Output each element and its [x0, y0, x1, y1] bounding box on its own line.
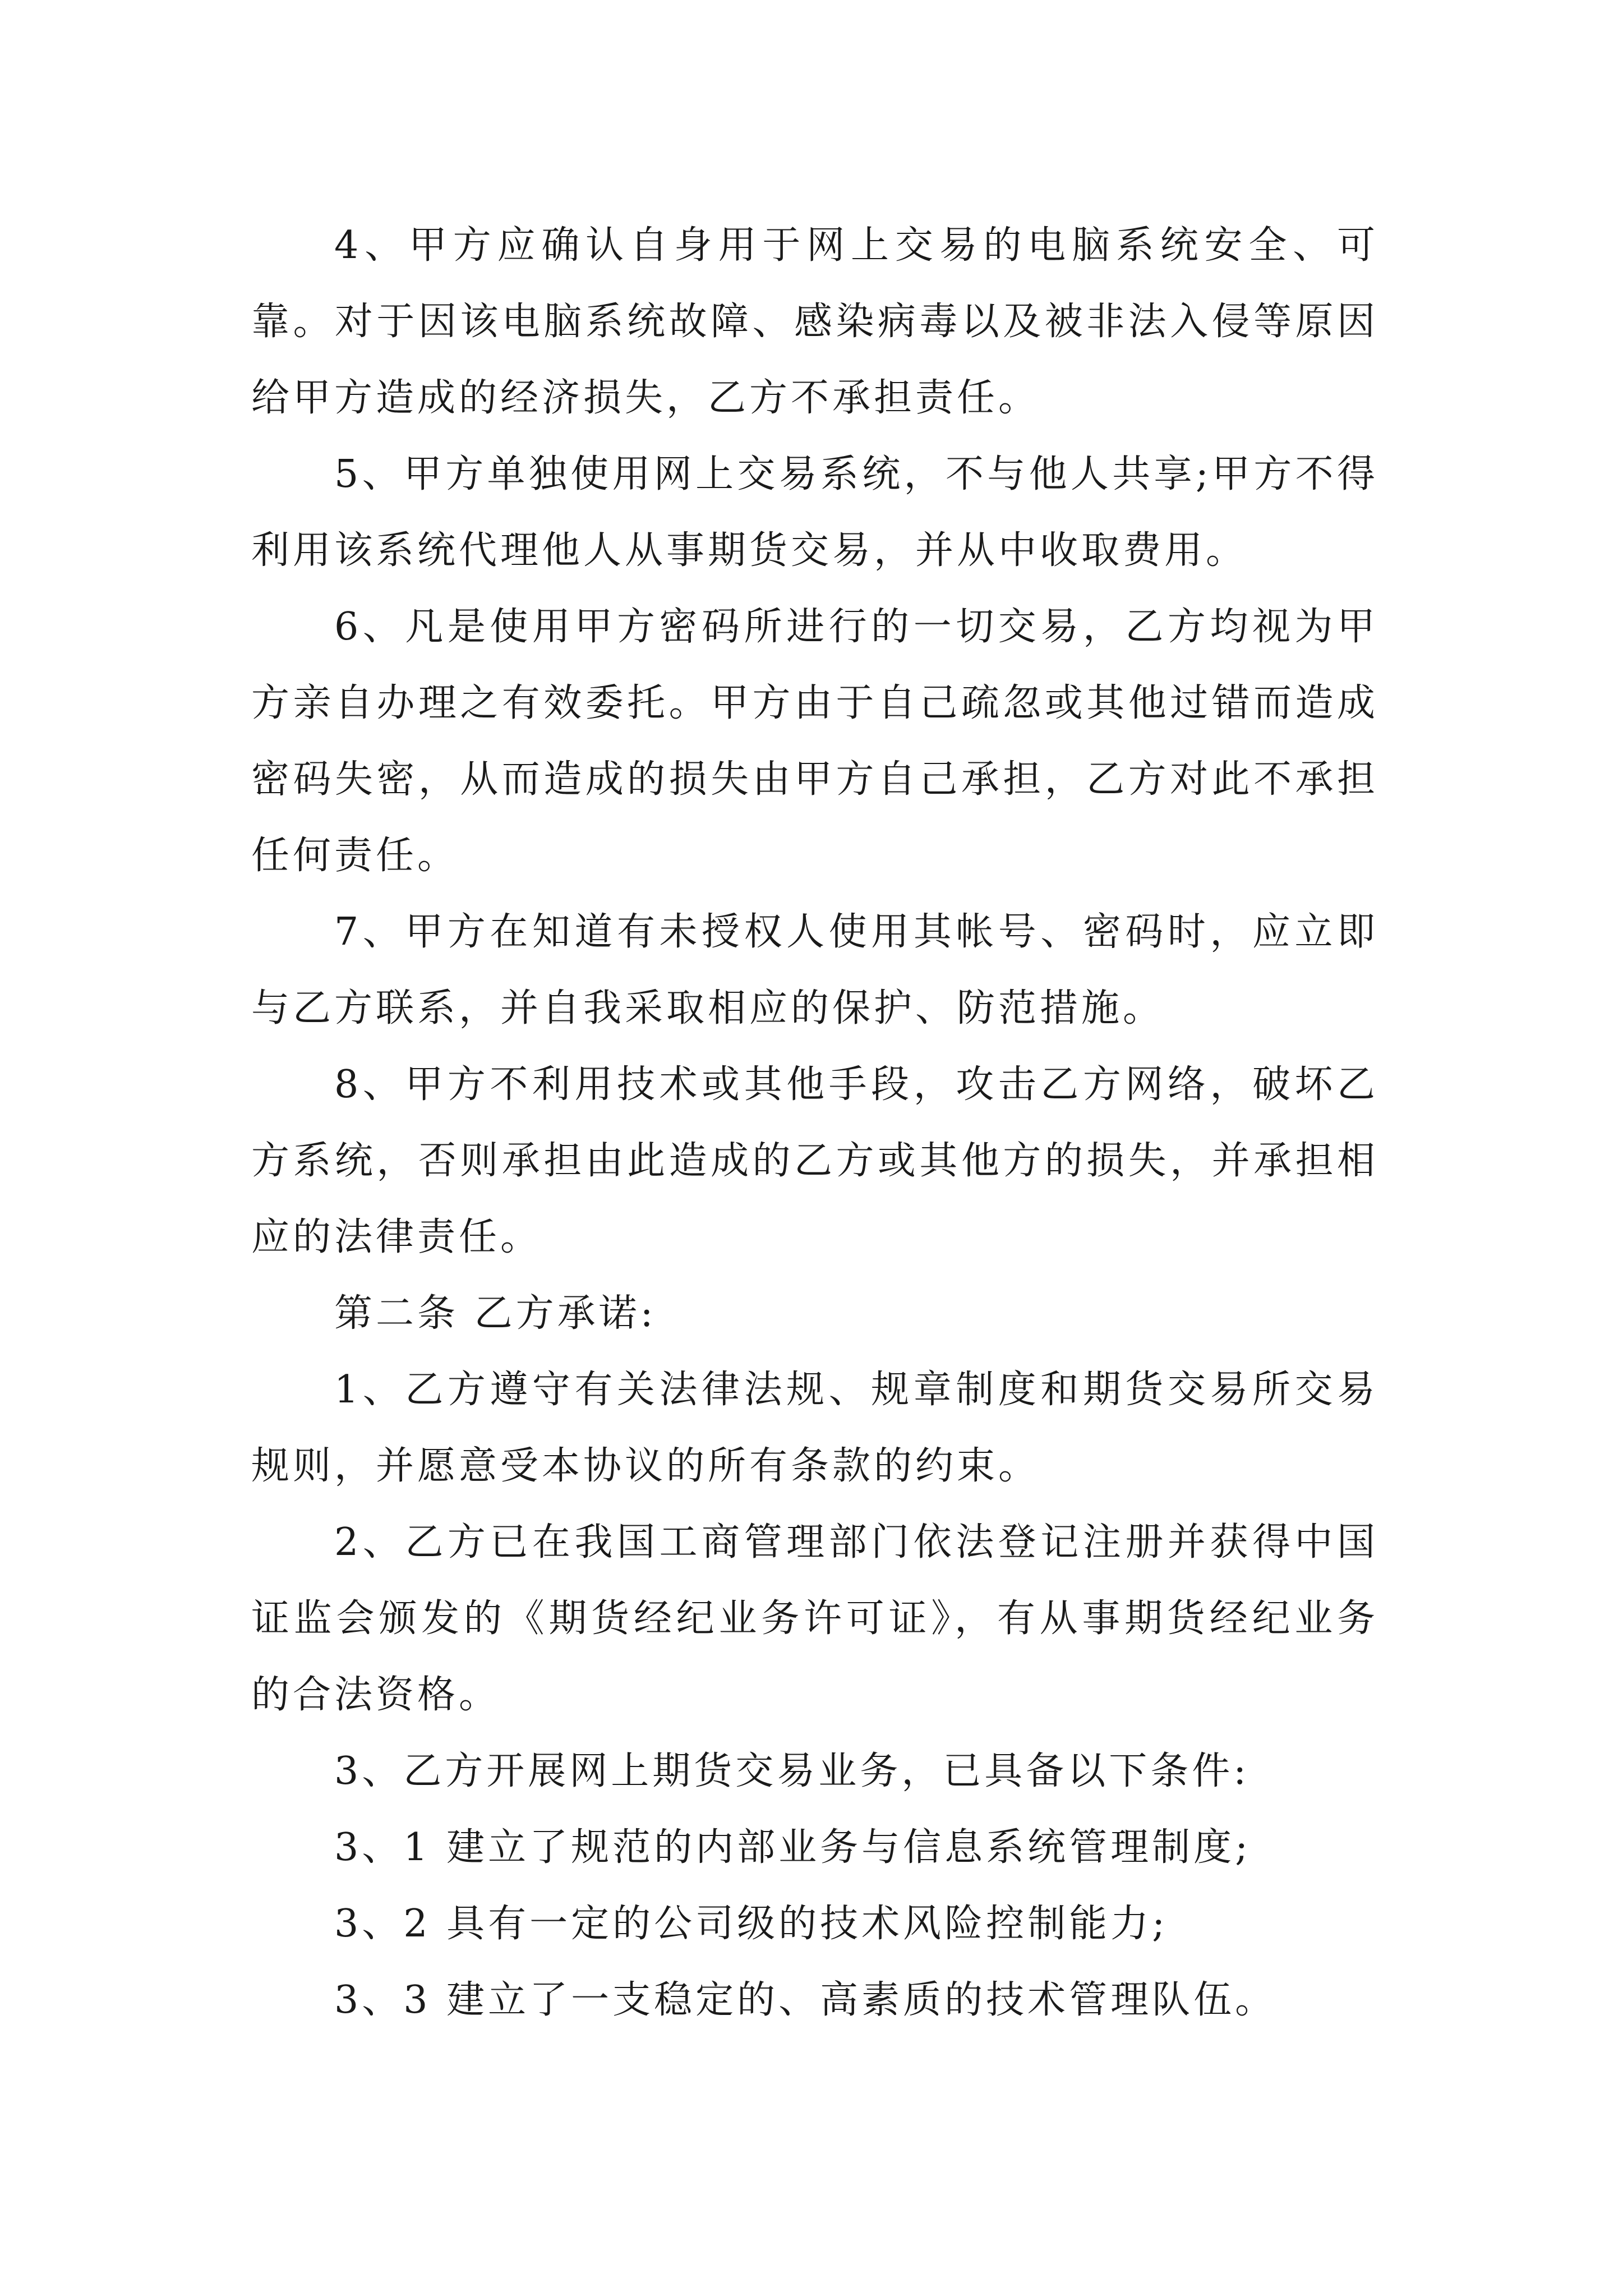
clause-paragraph: 1、乙方遵守有关法律法规、规章制度和期货交易所交易规则，并愿意受本协议的所有条款的约束。	[251, 1368, 1378, 1488]
document-body	[251, 208, 1378, 2039]
clause-paragraph: 6、凡是使用甲方密码所进行的一切交易，乙方均视为甲方亲自办理之有效委托。甲方由于自己疏忽或其他过错而造成密码失密，从而造成的损失由甲方自己承担，乙方对此不承担任何责任。	[251, 605, 1378, 878]
clause-paragraph: 3、乙方开展网上期货交易业务，已具备以下条件:	[334, 1749, 1250, 1793]
clause-paragraph: 5、甲方单独使用网上交易系统，不与他人共享;甲方不得利用该系统代理他人从事期货交易，并从中收取费用。	[251, 452, 1378, 573]
sub-clause-paragraph: 3、1 建立了规范的内部业务与信息系统管理制度;	[334, 1825, 1252, 1870]
clause-paragraph: 7、甲方在知道有未授权人使用其帐号、密码时，应立即与乙方联系，并自我采取相应的保护、防范措施。	[251, 910, 1378, 1030]
clause-paragraph: 2、乙方已在我国工商管理部门依法登记注册并获得中国证监会颁发的《期货经纪业务许可证》，有从事期货经纪业务的合法资格。	[251, 1520, 1378, 1717]
sub-clause-paragraph: 3、2 具有一定的公司级的技术风险控制能力;	[334, 1902, 1169, 1946]
sub-clause-paragraph: 3、3 建立了一支稳定的、高素质的技术管理队伍。	[334, 1978, 1277, 2022]
clause-paragraph: 8、甲方不利用技术或其他手段，攻击乙方网络，破坏乙方系统，否则承担由此造成的乙方或其他方的损失，并承担相应的法律责任。	[251, 1062, 1378, 1259]
clause-paragraph: 4、甲方应确认自身用于网上交易的电脑系统安全、可靠。对于因该电脑系统故障、感染病毒以及被非法入侵等原因给甲方造成的经济损失，乙方不承担责任。	[251, 223, 1378, 420]
section-heading: 第二条 乙方承诺:	[334, 1291, 657, 1336]
